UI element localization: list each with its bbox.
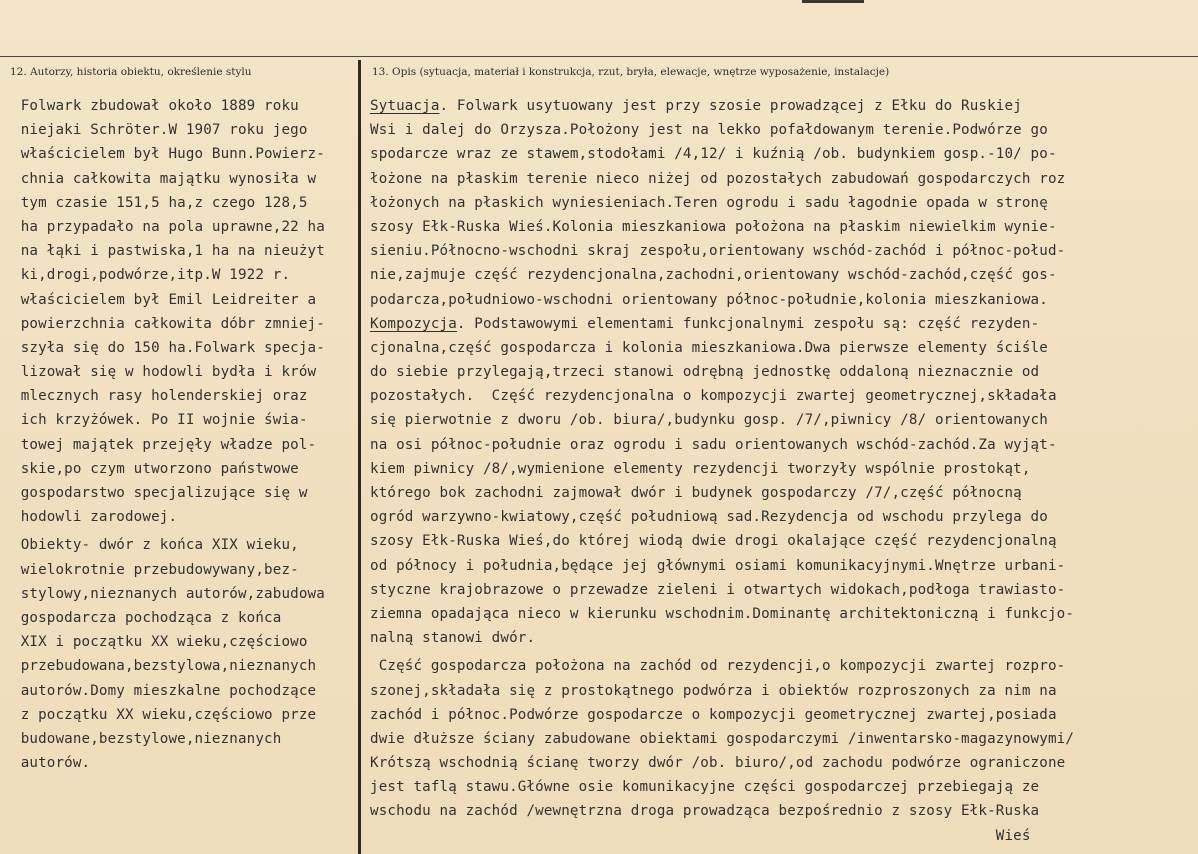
- text-line: się pierwotnie z dworu /ob. biura/,budynku gosp. /7/,piwnicy /8/ orientowanych: [370, 412, 1048, 429]
- text-line: mlecznych rasy holenderskiej oraz: [12, 388, 308, 405]
- header-rule: [0, 56, 1198, 57]
- text-line: na osi północ-południe oraz ogrodu i sadu orientowanych wschód-zachód.Za wyjąt-: [370, 436, 1057, 453]
- situation-label: Sytuacja: [370, 98, 440, 114]
- text-line: szosy Ełk-Ruska Wieś,do której wiodą dwie drogi okalające część rezydencjonalną: [370, 533, 1057, 550]
- text-line: stylowy,nieznanych autorów,zabudowa: [12, 585, 325, 602]
- text-line: lizował się w hodowli bydła i krów: [12, 364, 317, 381]
- text-line: Krótszą wschodnią ścianę tworzy dwór /ob. biuro/,od zachodu podwórze ograniczone: [370, 755, 1066, 772]
- section-12-heading: 12. Autorzy, historia obiektu, określenie stylu: [10, 66, 252, 78]
- text-line: wschodu na zachód /wewnętrzna droga prowadząca bezpośrednio z szosy Ełk-Ruska: [370, 803, 1040, 820]
- top-edge-mark: [802, 0, 864, 3]
- text-line: właścicielem był Emil Leidreiter a: [12, 291, 317, 308]
- text-line: nalną stanowi dwór.: [370, 630, 536, 647]
- text-line: Wsi i dalej do Orzysza.Położony jest na lekko pofałdowanym terenie.Podwórze go: [370, 122, 1048, 139]
- text-line: przebudowana,bezstylowa,nieznanych: [12, 658, 317, 675]
- text-line: gospodarcza pochodząca z końca: [12, 609, 282, 626]
- text-line: ich krzyżówek. Po II wojnie świa-: [12, 412, 308, 429]
- text-line: łożonych na płaskich wyniesieniach.Teren ogrodu i sadu łagodnie opada w stronę: [370, 194, 1048, 211]
- text-line: tym czasie 151,5 ha,z czego 128,5: [12, 194, 308, 211]
- text-line: autorów.: [12, 755, 91, 772]
- text-line: ziemna opadająca nieco w kierunku wschodnim.Dominantę architektoniczną i funkcjo-: [370, 605, 1075, 622]
- situation-first-line: . Folwark usytuowany jest przy szosie prowadzącej z Ełku do Ruskiej: [439, 98, 1022, 114]
- column-divider: [358, 60, 361, 854]
- composition-label: Kompozycja: [370, 315, 457, 332]
- text-line: chnia całkowita majątku wynosiła w: [12, 170, 317, 187]
- text-line: ha przypadało na pola uprawne,22 ha: [12, 218, 325, 235]
- situation-paragraph: [370, 94, 1188, 312]
- text-line: ogród warzywno-kwiatowy,część południową sad.Rezydencja od wschodu przylega do: [370, 509, 1048, 526]
- text-line: sieniu.Północno-wschodni skraj zespołu,orientowany wschód-zachód i północ-połud-: [370, 243, 1066, 260]
- composition-paragraph: [370, 312, 1188, 651]
- farm-section-paragraph: [370, 654, 1188, 848]
- text-line: ki,drogi,podwórze,itp.W 1922 r.: [12, 267, 291, 284]
- text-line: kiem piwnicy /8/,wymienione elementy rezydencji tworzyły wspólnie prostokąt,: [370, 460, 1031, 477]
- text-line: szosy Ełk-Ruska Wieś.Kolonia mieszkaniowa położona na płaskim niewielkim wynie-: [370, 218, 1057, 235]
- text-line: hodowli zarodowej.: [12, 509, 178, 526]
- text-line: jest taflą stawu.Główne osie komunikacyjne części gospodarczej przebiegają ze: [370, 779, 1040, 796]
- text-line: Wieś: [370, 827, 1031, 844]
- text-line: szonej,składała się z prostokątnego podwórza i obiektów rozproszonych za nim na: [370, 682, 1057, 699]
- text-line: pozostałych. Część rezydencjonalna o kompozycji zwartej geometrycznej,składała: [370, 388, 1057, 405]
- text-line: do siebie przylegają,trzeci stanowi odrębną jednostkę oddaloną nieznacznie od: [370, 364, 1040, 381]
- text-line: szyła się do 150 ha.Folwark specja-: [12, 339, 325, 356]
- text-line: od północy i południa,będące jej głównymi osiami komunikacyjnymi.Wnętrze urbani-: [370, 557, 1066, 574]
- composition-first-line: . Podstawowymi elementami funkcjonalnymi zespołu są: część rezyden-: [456, 315, 1040, 332]
- text-line: Obiekty- dwór z końca XIX wieku,: [12, 537, 299, 554]
- text-line: spodarcze wraz ze stawem,stodołami /4,12/ i kuźnią /ob. budynkiem gosp.-10/ po-: [370, 146, 1057, 163]
- text-line: Folwark zbudował około 1889 roku: [12, 98, 299, 114]
- text-line: nie,zajmuje część rezydencjonalna,zachodni,orientowany wschód-zachód,część gos-: [370, 267, 1057, 284]
- text-line: gospodarstwo specjalizujące się w: [12, 485, 308, 501]
- text-line: autorów.Domy mieszkalne pochodzące: [12, 682, 317, 699]
- text-line: skie,po czym utworzono państwowe: [12, 460, 299, 477]
- text-line: [370, 312, 1188, 336]
- text-line: właścicielem był Hugo Bunn.Powierz-: [12, 146, 325, 163]
- history-paragraph-1: [12, 94, 354, 529]
- text-line: łożone na płaskim terenie nieco niżej od pozostałych zabudowań gospodarczych roz: [370, 170, 1066, 187]
- history-column: [12, 94, 354, 775]
- text-line: cjonalna,część gospodarcza i kolonia mieszkaniowa.Dwa pierwsze elementy ściśle: [370, 339, 1048, 356]
- text-line: dwie dłuższe ściany zabudowane obiektami gospodarczymi /inwentarsko-magazynowymi/: [370, 730, 1075, 747]
- text-line: styczne krajobrazowe o przewadze zieleni i otwartych widokach,podłoga trawiasto-: [370, 581, 1066, 598]
- description-column: [370, 94, 1188, 848]
- text-line: którego bok zachodni zajmował dwór i budynek gospodarczy /7/,część północną: [370, 485, 1022, 501]
- text-line: budowane,bezstylowe,nieznanych: [12, 730, 282, 747]
- text-line: na łąki i pastwiska,1 ha na nieużyt: [12, 243, 325, 260]
- text-line: niejaki Schröter.W 1907 roku jego: [12, 122, 308, 139]
- text-line: Część gospodarcza położona na zachód od rezydencji,o kompozycji zwartej rozpro-: [370, 658, 1066, 675]
- text-line: [370, 94, 1188, 118]
- text-line: wielokrotnie przebudowywany,bez-: [12, 561, 299, 578]
- text-line: XIX i początku XX wieku,częściowo: [12, 634, 308, 651]
- text-line: z początku XX wieku,częściowo prze: [12, 706, 317, 723]
- section-13-heading: 13. Opis (sytuacja, materiał i konstrukcja, rzut, bryła, elewacje, wnętrze wyposażenie, instalacje): [372, 66, 890, 78]
- text-line: towej majątek przejęły władze pol-: [12, 436, 317, 453]
- text-line: podarcza,południowo-wschodni orientowany północ-południe,kolonia mieszkaniowa.: [370, 291, 1048, 308]
- text-line: zachód i północ.Podwórze gospodarcze o kompozycji geometrycznej zwartej,posiada: [370, 706, 1057, 723]
- text-line: powierzchnia całkowita dóbr zmniej-: [12, 315, 325, 332]
- history-paragraph-2: [12, 533, 354, 775]
